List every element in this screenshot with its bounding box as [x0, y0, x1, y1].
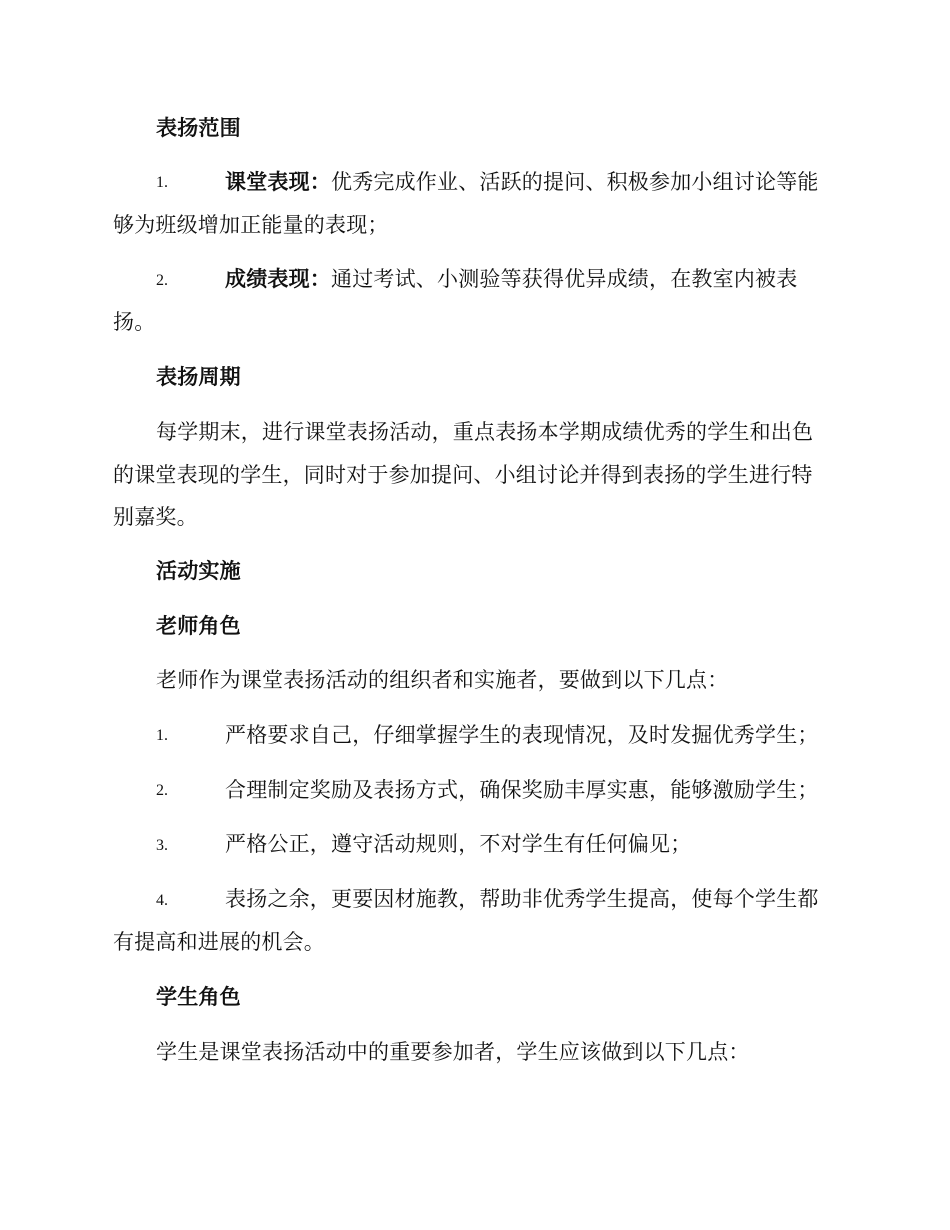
teacher-item-text: 严格公正，遵守活动规则，不对学生有任何偏见； — [225, 832, 692, 856]
scope-item-text — [225, 265, 845, 293]
scope-item-continuation: 扬。 — [113, 310, 156, 334]
teacher-item-continuation: 有提高和进展的机会。 — [113, 930, 325, 954]
teacher-item-text: 合理制定奖励及表扬方式，确保奖励丰厚实惠，能够激励学生； — [225, 778, 819, 802]
cycle-heading: 表扬周期 — [156, 364, 241, 389]
student-heading: 学生角色 — [156, 984, 241, 1009]
teacher-item-number: 1. — [156, 727, 168, 744]
teacher-item-number: 4. — [156, 892, 168, 909]
scope-item-description: 通过考试、小测验等获得优异成绩，在教室内被表 — [331, 267, 798, 291]
cycle-paragraph-line: 别嘉奖。 — [113, 505, 198, 529]
scope-heading: 表扬范围 — [156, 115, 241, 140]
teacher-intro: 老师作为课堂表扬活动的组织者和实施者，要做到以下几点： — [156, 668, 729, 692]
scope-item-term: 课堂表现： — [225, 169, 331, 194]
student-intro: 学生是课堂表扬活动中的重要参加者，学生应该做到以下几点： — [156, 1040, 750, 1064]
scope-item-description: 优秀完成作业、活跃的提问、积极参加小组讨论等能 — [331, 170, 819, 194]
teacher-item-text: 表扬之余，更要因材施教，帮助非优秀学生提高，使每个学生都 — [225, 887, 819, 911]
teacher-item-number: 3. — [156, 837, 168, 854]
cycle-paragraph-line: 的课堂表现的学生，同时对于参加提问、小组讨论并得到表扬的学生进行特 — [113, 463, 813, 487]
scope-item-number: 1. — [156, 174, 168, 191]
scope-item-text — [225, 168, 845, 196]
scope-item-number: 2. — [156, 272, 168, 289]
teacher-heading: 老师角色 — [156, 613, 241, 638]
scope-item-term: 成绩表现： — [225, 266, 331, 291]
scope-item-continuation: 够为班级增加正能量的表现； — [113, 213, 389, 237]
implementation-heading: 活动实施 — [156, 558, 241, 583]
teacher-item-text: 严格要求自己，仔细掌握学生的表现情况，及时发掘优秀学生； — [225, 723, 819, 747]
cycle-paragraph-line: 每学期末，进行课堂表扬活动，重点表扬本学期成绩优秀的学生和出色 — [156, 420, 814, 444]
teacher-item-number: 2. — [156, 782, 168, 799]
